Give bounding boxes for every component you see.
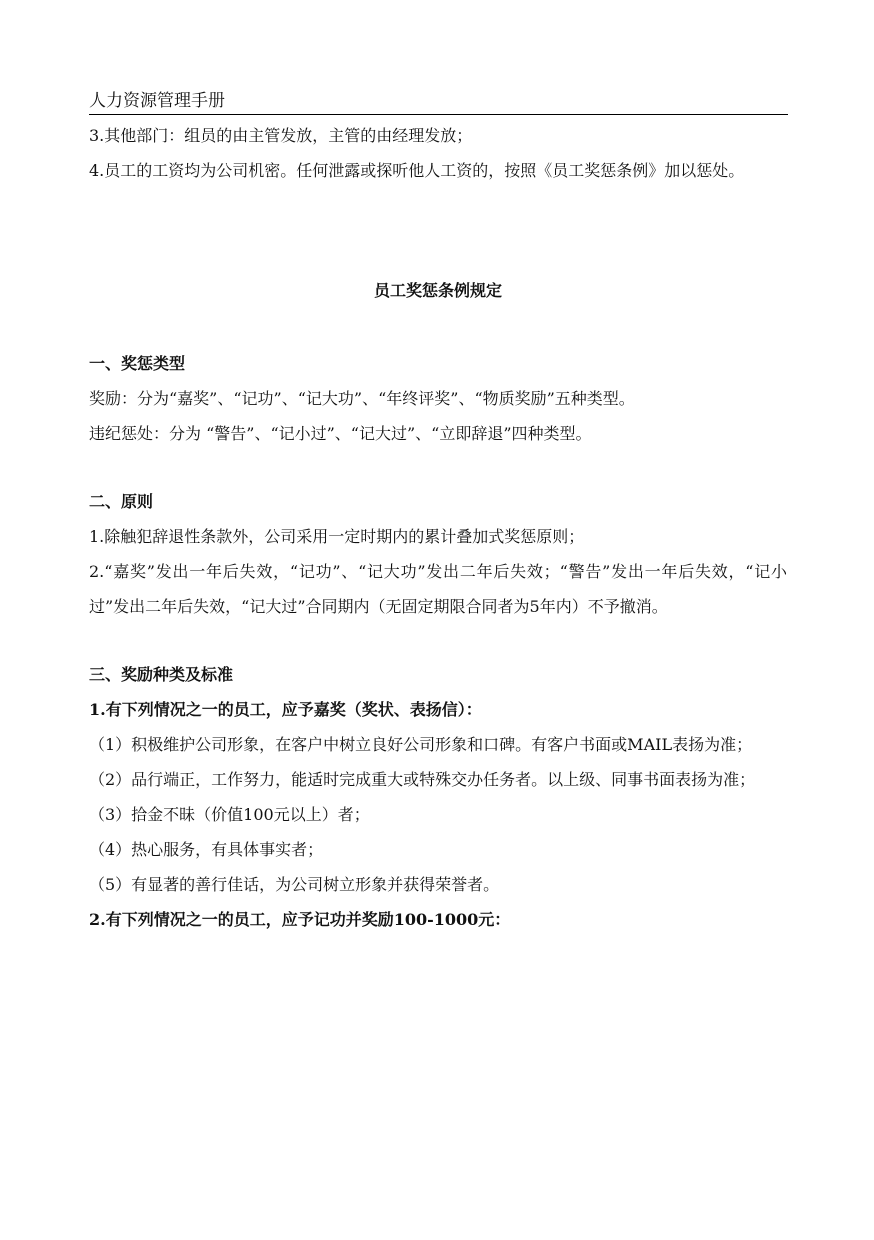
document-body bbox=[89, 118, 787, 937]
list-item: （2）品行端正，工作努力，能适时完成重大或特殊交办任务者。以上级、同事书面表扬为准； bbox=[89, 770, 756, 789]
section-heading-principles: 二、原则 bbox=[89, 492, 154, 511]
intro-paragraph-3: 3.其他部门：组员的由主管发放，主管的由经理发放； bbox=[89, 126, 473, 145]
list-item: （5）有显著的善行佳话，为公司树立形象并获得荣誉者。 bbox=[89, 875, 500, 894]
document-title: 员工奖惩条例规定 bbox=[373, 281, 502, 300]
list-item: （1）积极维护公司形象，在客户中树立良好公司形象和口碑。有客户书面或MAIL表扬为准； bbox=[89, 735, 753, 754]
punishment-types: 违纪惩处：分为 “警告”、“记小过”、“记大过”、“立即辞退”四种类型。 bbox=[89, 424, 592, 443]
list-item: （3）拾金不昧（价值100元以上）者； bbox=[89, 805, 370, 824]
section-heading-types: 一、奖惩类型 bbox=[89, 354, 186, 373]
page-header: 人力资源管理手册 bbox=[89, 88, 788, 115]
reward-item-2-title: 2.有下列情况之一的员工，应予记功并奖励100-1000元： bbox=[89, 910, 511, 929]
reward-types: 奖励：分为“嘉奖”、“记功”、“记大功”、“年终评奖”、“物质奖励”五种类型。 bbox=[89, 389, 635, 408]
principle-1: 1.除触犯辞退性条款外，公司采用一定时期内的累计叠加式奖惩原则； bbox=[89, 527, 585, 546]
reward-item-1-title: 1.有下列情况之一的员工，应予嘉奖（奖状、表扬信）： bbox=[89, 700, 482, 719]
section-heading-rewards: 三、奖励种类及标准 bbox=[89, 665, 234, 684]
list-item: （4）热心服务，有具体事实者； bbox=[89, 840, 324, 859]
principle-2: 2.“嘉奖”发出一年后失效，“记功”、“记大功”发出二年后失效；“警告”发出一年后失效，“记小过”发出二年后失效，“记大过”合同期内（无固定期限合同者为5年内）不予撤消。 bbox=[89, 562, 787, 616]
intro-paragraph-4: 4.员工的工资均为公司机密。任何泄露或探听他人工资的，按照《员工奖惩条例》加以惩处。 bbox=[89, 161, 745, 180]
